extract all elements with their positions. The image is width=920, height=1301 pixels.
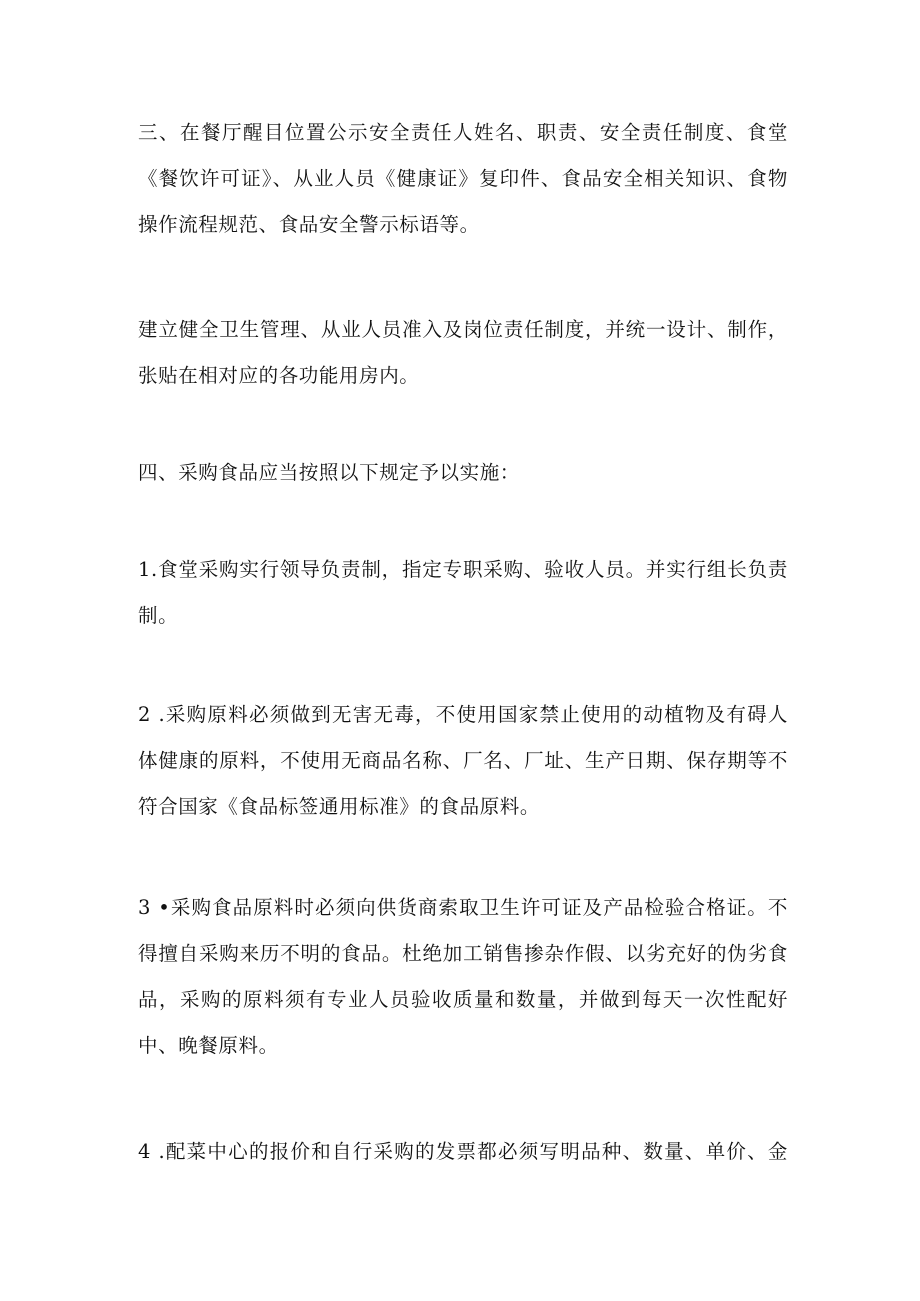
list-item-1 xyxy=(138,547,788,639)
list-item-3 xyxy=(138,885,788,1069)
section-heading-purchasing xyxy=(138,450,788,496)
text-line: 得擅自采购来历不明的食品。杜绝加工销售掺杂作假、以劣充好的伪劣食 xyxy=(138,942,788,965)
text-line: 四、采购食品应当按照以下规定予以实施： xyxy=(138,461,520,484)
text-line: 建立健全卫生管理、从业人员准入及岗位责任制度，并统一设计、制作， xyxy=(138,318,788,341)
text-line: 3 •采购食品原料时必须向供货商索取卫生许可证及产品检验合格证。不 xyxy=(138,896,788,919)
text-line: 操作流程规范、食品安全警示标语等。 xyxy=(138,213,480,236)
text-line: 品，采购的原料须有专业人员验收质量和数量，并做到每天一次性配好 xyxy=(138,988,788,1011)
paragraph-hygiene-system xyxy=(138,307,788,399)
text-line: 符合国家《食品标签通用标准》的食品原料。 xyxy=(138,795,541,818)
text-line: 1.食堂采购实行领导负责制，指定专职采购、验收人员。并实行组长负责 xyxy=(138,558,788,581)
text-line: 2 .采购原料必须做到无害无毒，不使用国家禁止使用的动植物及有碍人 xyxy=(138,703,788,726)
text-line: 中、晚餐原料。 xyxy=(138,1034,279,1057)
text-line: 三、在餐厅醒目位置公示安全责任人姓名、职责、安全责任制度、食堂 xyxy=(138,121,788,144)
text-line: 4 .配菜中心的报价和自行采购的发票都必须写明品种、数量、单价、金 xyxy=(138,1140,788,1163)
text-line: 制。 xyxy=(138,604,179,627)
text-line: 张贴在相对应的各功能用房内。 xyxy=(138,364,420,387)
text-line: 《餐饮许可证》、从业人员《健康证》复印件、食品安全相关知识、食物 xyxy=(138,167,788,190)
text-line: 体健康的原料，不使用无商品名称、厂名、厂址、生产日期、保存期等不 xyxy=(138,749,788,772)
list-item-2 xyxy=(138,692,788,830)
paragraph-public-display xyxy=(138,110,788,248)
list-item-4 xyxy=(138,1129,788,1175)
